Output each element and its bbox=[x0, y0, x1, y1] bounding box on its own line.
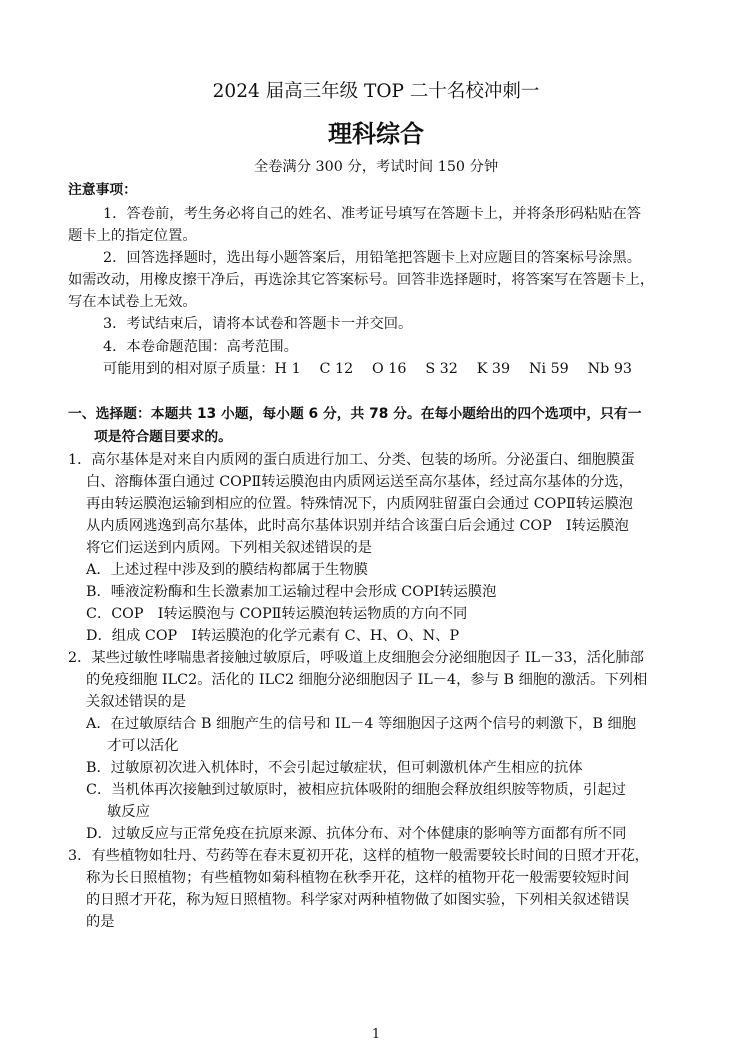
notice-line: 题卡上的指定位置。 bbox=[68, 228, 197, 244]
question-2-stem: 2．某些过敏性哮喘患者接触过敏原后，呼吸道上皮细胞会分泌细胞因子 IL－33，活化肺部 bbox=[68, 650, 644, 666]
question-1-option-d: D．组成 COP Ⅰ转运膜泡的化学元素有 C、H、O、N、P bbox=[86, 628, 460, 644]
question-1-option-a: A．上述过程中涉及到的膜结构都属于生物膜 bbox=[86, 562, 368, 578]
exam-title: 2024 届高三年级 TOP 二十名校冲刺一 bbox=[212, 81, 540, 102]
atomic-mass-line: 可能用到的相对原子质量：H 1 C 12 O 16 S 32 K 39 Ni 59 Nb 93 bbox=[103, 361, 633, 377]
question-2-option-d: D．过敏反应与正常免疫在抗原来源、抗体分布、对个体健康的影响等方面都有所不同 bbox=[86, 826, 627, 842]
question-2-option-c: C．当机体再次接触到过敏原时，被相应抗体吸附的细胞会释放组织胺等物质，引起过 bbox=[86, 782, 626, 798]
notice-line: 如需改动，用橡皮擦干净后，再选涂其它答案标号。回答非选择题时，将答案写在答题卡上， bbox=[68, 272, 655, 288]
notice-line: 4．本卷命题范围：高考范围。 bbox=[103, 339, 298, 355]
question-3-stem: 称为长日照植物；有些植物如菊科植物在秋季开花，这样的植物开花一般需要较短时间 bbox=[86, 870, 630, 886]
notice-line: 3．考试结束后，请将本试卷和答题卡一并交回。 bbox=[103, 316, 413, 332]
question-3-stem: 的是 bbox=[86, 914, 115, 930]
page-number: 1 bbox=[371, 1027, 381, 1042]
question-1-stem: 白、溶酶体蛋白通过 COPⅡ转运膜泡由内质网运送至高尔基体，经过高尔基体的分选， bbox=[86, 474, 633, 490]
notice-line: 写在本试卷上无效。 bbox=[68, 294, 197, 310]
notice-line: 2．回答选择题时，选出每小题答案后，用铅笔把答题卡上对应题目的答案标号涂黑。 bbox=[103, 250, 642, 266]
question-3-stem: 的日照才开花，称为短日照植物。科学家对两种植物做了如图实验，下列相关叙述错误 bbox=[86, 892, 630, 908]
question-2-stem: 的免疫细胞 ILC2。活化的 ILC2 细胞分泌细胞因子 IL－4，参与 B 细胞的激活。下列相 bbox=[86, 672, 648, 688]
question-2-option-a: A．在过敏原结合 B 细胞产生的信号和 IL－4 等细胞因子这两个信号的刺激下，B 细胞 bbox=[86, 716, 637, 732]
question-1-option-c: C．COP Ⅰ转运膜泡与 COPⅡ转运膜泡转运物质的方向不同 bbox=[86, 606, 468, 622]
exam-info: 全卷满分 300 分，考试时间 150 分钟 bbox=[253, 159, 499, 175]
question-3-stem: 3．有些植物如牡丹、芍药等在春末夏初开花，这样的植物一般需要较长时间的日照才开花， bbox=[68, 848, 649, 864]
section-heading: 项是符合题目要求的。 bbox=[94, 429, 232, 445]
question-2-option-a: 才可以活化 bbox=[107, 738, 179, 754]
subject-title: 理科综合 bbox=[328, 120, 424, 148]
question-2-stem: 关叙述错误的是 bbox=[86, 694, 187, 710]
section-heading: 一、选择题：本题共 13 小题，每小题 6 分，共 78 分。在每小题给出的四个选项中，只有一 bbox=[68, 406, 642, 422]
question-1-stem: 将它们运送到内质网。下列相关叙述错误的是 bbox=[86, 540, 372, 556]
notice-line: 1．答卷前，考生务必将自己的姓名、准考证号填写在答题卡上，并将条形码粘贴在答 bbox=[103, 206, 642, 222]
question-2-option-c: 敏反应 bbox=[107, 804, 150, 820]
question-1-stem: 再由转运膜泡运输到相应的位置。特殊情况下，内质网驻留蛋白会通过 COPⅡ转运膜泡 bbox=[86, 496, 633, 512]
question-1-option-b: B．唾液淀粉酶和生长激素加工运输过程中会形成 COPⅠ转运膜泡 bbox=[86, 584, 497, 600]
question-1-stem: 从内质网逃逸到高尔基体，此时高尔基体识别并结合该蛋白后会通过 COP Ⅰ转运膜泡 bbox=[86, 518, 629, 534]
notice-heading: 注意事项： bbox=[68, 182, 137, 198]
question-1-stem: 1．高尔基体是对来自内质网的蛋白质进行加工、分类、包装的场所。分泌蛋白、细胞膜蛋 bbox=[68, 452, 635, 468]
question-2-option-b: B．过敏原初次进入机体时，不会引起过敏症状，但可刺激机体产生相应的抗体 bbox=[86, 760, 583, 776]
